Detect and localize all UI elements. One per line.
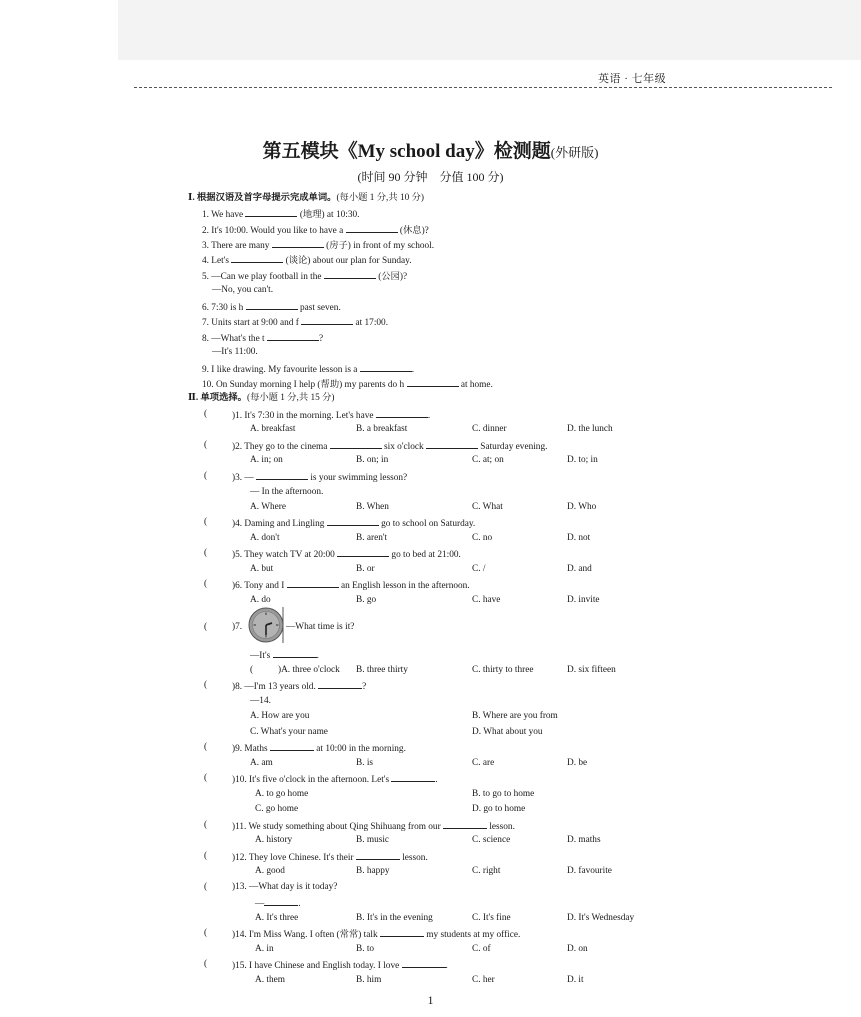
q-text: .	[427, 411, 431, 421]
s1-item-text: (谈论) about our plan for Sunday.	[285, 256, 412, 266]
s1-item-text: (休息)?	[399, 226, 429, 236]
q-text: go to bed at 21:00.	[389, 550, 461, 560]
s1-item-text: 9. I like drawing. My favourite lesson is a	[202, 365, 360, 375]
q-text: )5. They watch TV at 20:00	[232, 550, 338, 560]
s1-item-text: 1. We have	[202, 210, 246, 220]
s1-item-7	[202, 315, 388, 329]
q12-stem	[232, 850, 428, 864]
s1-item-5	[202, 269, 407, 283]
q-text: an English lesson in the afternoon.	[338, 581, 470, 591]
s1-item-9	[202, 362, 414, 376]
s1-item-text: 6. 7:30 is h	[202, 303, 246, 313]
q9-option-b[interactable]: B. is	[356, 758, 374, 768]
subject-label: 英语 · 七年级	[598, 73, 667, 85]
answer-blank[interactable]	[337, 547, 389, 557]
answer-blank[interactable]	[376, 408, 428, 418]
q8-option-a[interactable]: A. How are you	[250, 711, 310, 721]
q12-option-d[interactable]: D. favourite	[567, 866, 612, 876]
q8-option-d[interactable]: D. What about you	[472, 727, 543, 737]
q-text: )11. We study something about Qing Shihuang from our	[232, 822, 443, 832]
q9-option-a[interactable]: A. am	[250, 758, 273, 768]
answer-blank[interactable]	[267, 331, 319, 341]
s1-item-text: (地理) at 10:30.	[299, 210, 360, 220]
answer-paren[interactable]: (	[204, 517, 208, 527]
s1-item-text: (公园)?	[378, 272, 408, 282]
q13-option-d[interactable]: D. It's Wednesday	[567, 913, 635, 923]
answer-blank[interactable]	[402, 958, 446, 968]
answer-paren[interactable]: (	[204, 440, 208, 450]
q4-stem	[232, 516, 475, 530]
s1-item-text: 5. —Can we play football in the	[202, 272, 324, 282]
answer-blank[interactable]	[356, 850, 400, 860]
exam-info: (时间 90 分钟 分值 100 分)	[357, 170, 504, 184]
q-text: lesson.	[487, 822, 515, 832]
q7-option-b[interactable]: B. three thirty	[356, 665, 408, 675]
q13-option-b[interactable]: B. It's in the evening	[356, 913, 433, 923]
q2-stem	[232, 439, 547, 453]
answer-paren[interactable]: (	[204, 622, 208, 632]
q-text: .	[445, 961, 448, 971]
answer-blank[interactable]	[360, 362, 412, 372]
answer-paren[interactable]: (	[250, 665, 254, 675]
s1-item-4	[202, 253, 412, 267]
answer-blank[interactable]	[407, 377, 459, 387]
s1-item-2	[202, 223, 429, 237]
q1-stem	[232, 408, 430, 422]
q11-option-d[interactable]: D. maths	[567, 835, 601, 845]
q11-stem	[232, 819, 515, 833]
q6-option-b[interactable]: B. go	[356, 595, 377, 605]
q-text: .	[316, 651, 319, 661]
q12-option-b[interactable]: B. happy	[356, 866, 390, 876]
q11-option-b[interactable]: B. music	[356, 835, 390, 845]
q14-option-a[interactable]: A. in	[255, 944, 274, 954]
q1-option-c[interactable]: C. dinner	[472, 424, 507, 434]
q-text: —It's	[250, 651, 273, 661]
s1-item-8	[202, 331, 323, 345]
answer-blank[interactable]	[327, 516, 379, 526]
section1-note: (每小题 1 分,共 10 分)	[336, 193, 424, 203]
section2-heading	[188, 392, 335, 404]
s1-item-8-answer: —It's 11:00.	[212, 347, 258, 357]
q10-option-a[interactable]: A. to go home	[255, 789, 309, 799]
q7-answer-line	[250, 648, 319, 662]
q7-option-d[interactable]: D. six fifteen	[567, 665, 616, 675]
q2-option-b[interactable]: B. on; in	[356, 455, 389, 465]
q-text: is your swimming lesson?	[308, 473, 408, 483]
q15-option-b[interactable]: B. him	[356, 975, 382, 985]
q13-option-a[interactable]: A. It's three	[255, 913, 299, 923]
q8-answer-line: —14.	[250, 696, 271, 706]
q-text: Saturday evening.	[477, 442, 548, 452]
q5-option-b[interactable]: B. or	[356, 564, 375, 574]
q-text: )1. It's 7:30 in the morning. Let's have	[232, 411, 376, 421]
answer-blank[interactable]	[273, 648, 317, 658]
q10-option-b[interactable]: B. to go to home	[472, 789, 535, 799]
q13-stem: )13. —What day is it today?	[232, 882, 338, 892]
q5-option-d[interactable]: D. and	[567, 564, 592, 574]
answer-blank[interactable]	[391, 772, 435, 782]
q3-stem	[232, 470, 407, 484]
q-text: at 10:00 in the morning.	[313, 744, 406, 754]
q12-option-a[interactable]: A. good	[255, 866, 285, 876]
s1-item-text: 3. There are many	[202, 241, 272, 251]
answer-blank[interactable]	[426, 439, 478, 449]
q6-option-a[interactable]: A. do	[250, 595, 271, 605]
q15-option-a[interactable]: A. them	[255, 975, 285, 985]
q9-stem	[232, 741, 406, 755]
q13-option-c[interactable]: C. It's fine	[472, 913, 511, 923]
q-text: my students at my office.	[423, 930, 521, 940]
q3-option-d[interactable]: D. Who	[567, 502, 597, 512]
s1-item-text: 8. —What's the t	[202, 334, 267, 344]
q6-option-d[interactable]: D. invite	[567, 595, 600, 605]
answer-paren[interactable]: (	[204, 820, 208, 830]
answer-blank[interactable]	[264, 896, 298, 906]
q-text: )9. Maths	[232, 744, 270, 754]
answer-blank[interactable]	[324, 269, 376, 279]
answer-blank[interactable]	[380, 927, 424, 937]
section2-note: (每小题 1 分,共 15 分)	[246, 393, 335, 403]
s1-item-text: 7. Units start at 9:00 and f	[202, 318, 302, 328]
q-text: six o'clock	[381, 442, 426, 452]
q7-stem: —What time is it?	[286, 622, 355, 632]
s1-item-text: 4. Let's	[202, 256, 232, 266]
q5-option-a[interactable]: A. but	[250, 564, 274, 574]
answer-blank[interactable]	[270, 741, 314, 751]
q3-option-c[interactable]: C. What	[472, 502, 503, 512]
q-text: )15. I have Chinese and English today. I love	[232, 961, 402, 971]
s1-item-text: at home.	[460, 380, 493, 390]
title-main: 第五模块《My school day》检测题	[262, 141, 551, 162]
q-text: )4. Daming and Lingling	[232, 519, 327, 529]
q13-answer-line	[255, 896, 301, 910]
section1-heading	[188, 192, 424, 204]
q-text: )12. They love Chinese. It's their	[232, 853, 356, 863]
q5-option-c[interactable]: C. /	[472, 564, 486, 574]
q7-option-a[interactable]: )A. three o'clock	[278, 665, 340, 675]
answer-blank[interactable]	[231, 253, 283, 263]
q3-option-a[interactable]: A. Where	[250, 502, 286, 512]
answer-paren[interactable]: (	[204, 928, 208, 938]
q14-stem	[232, 927, 520, 941]
q-text: ?	[362, 682, 367, 692]
q10-option-c[interactable]: C. go home	[255, 804, 299, 814]
q-text: lesson.	[399, 853, 428, 863]
s1-item-text: at 17:00.	[355, 318, 389, 328]
q8-option-b[interactable]: B. Where are you from	[472, 711, 558, 721]
q15-stem	[232, 958, 448, 972]
q-text: .	[435, 775, 438, 785]
q-text: )2. They go to the cinema	[232, 442, 330, 452]
q11-option-c[interactable]: C. science	[472, 835, 511, 845]
answer-blank[interactable]	[330, 439, 382, 449]
clock-icon	[248, 607, 284, 643]
answer-blank[interactable]	[256, 470, 308, 480]
s1-item-5-answer: —No, you can't.	[212, 285, 274, 295]
s1-item-1	[202, 207, 359, 221]
section1-heading-text: Ⅰ. 根据汉语及首字母提示完成单词。	[188, 193, 337, 203]
q6-option-c[interactable]: C. have	[472, 595, 501, 605]
answer-blank[interactable]	[318, 679, 362, 689]
q2-option-c[interactable]: C. at; on	[472, 455, 504, 465]
q4-option-b[interactable]: B. aren't	[356, 533, 388, 543]
q4-option-a[interactable]: A. don't	[250, 533, 280, 543]
q9-option-d[interactable]: D. be	[567, 758, 588, 768]
answer-paren[interactable]: (	[204, 959, 208, 969]
q10-option-d[interactable]: D. go to home	[472, 804, 526, 814]
q-text: go to school on Saturday.	[378, 519, 476, 529]
q15-option-c[interactable]: C. her	[472, 975, 495, 985]
s1-item-text: ?	[318, 334, 324, 344]
q11-option-a[interactable]: A. history	[255, 835, 293, 845]
q15-option-d[interactable]: D. it	[567, 975, 584, 985]
q1-option-b[interactable]: B. a breakfast	[356, 424, 408, 434]
s1-item-text: (房子) in front of my school.	[326, 241, 435, 251]
q12-option-c[interactable]: C. right	[472, 866, 501, 876]
page-title	[0, 136, 861, 163]
q6-stem	[232, 578, 470, 592]
q5-stem	[232, 547, 461, 561]
answer-paren[interactable]: (	[204, 409, 208, 419]
q10-stem	[232, 772, 438, 786]
q-text: )6. Tony and I	[232, 581, 287, 591]
q3-option-b[interactable]: B. When	[356, 502, 389, 512]
header-divider	[134, 87, 832, 88]
q14-option-c[interactable]: C. of	[472, 944, 491, 954]
q14-option-d[interactable]: D. on	[567, 944, 588, 954]
q7-number: )7.	[232, 622, 243, 632]
answer-blank[interactable]	[346, 223, 398, 233]
q4-option-d[interactable]: D. not	[567, 533, 591, 543]
q7-option-c[interactable]: C. thirty to three	[472, 665, 534, 675]
s1-item-text: 2. It's 10:00. Would you like to have a	[202, 226, 346, 236]
answer-paren[interactable]: (	[204, 742, 208, 752]
answer-blank[interactable]	[287, 578, 339, 588]
section2-heading-text: Ⅱ. 单项选择。	[188, 393, 247, 403]
q-text: )3. —	[232, 473, 257, 483]
s1-item-6	[202, 300, 341, 314]
answer-paren[interactable]: (	[204, 680, 208, 690]
q2-option-a[interactable]: A. in; on	[250, 455, 283, 465]
q14-option-b[interactable]: B. to	[356, 944, 375, 954]
q-text: )14. I'm Miss Wang. I often (常常) talk	[232, 930, 380, 940]
answer-paren[interactable]: (	[204, 548, 208, 558]
s1-item-10	[202, 377, 493, 391]
q8-stem	[232, 679, 366, 693]
answer-blank[interactable]	[301, 315, 353, 325]
s1-item-text: 10. On Sunday morning I help (帮助) my parents do h	[202, 380, 407, 390]
answer-paren[interactable]: (	[204, 882, 208, 892]
s1-item-3	[202, 238, 434, 252]
answer-blank[interactable]	[272, 238, 324, 248]
answer-paren[interactable]: (	[204, 471, 208, 481]
s1-item-text: past seven.	[299, 303, 341, 313]
q1-option-d[interactable]: D. the lunch	[567, 424, 613, 434]
q-text: )10. It's five o'clock in the afternoon. Let's	[232, 775, 392, 785]
answer-paren[interactable]: (	[204, 773, 208, 783]
header-band	[118, 0, 861, 60]
q8-option-c[interactable]: C. What's your name	[250, 727, 328, 737]
q3-answer-line: — In the afternoon.	[250, 487, 324, 497]
page-number: 1	[427, 993, 434, 1007]
answer-blank[interactable]	[443, 819, 487, 829]
q-text: —	[255, 899, 265, 909]
answer-blank[interactable]	[245, 207, 297, 217]
q-text: )8. —I'm 13 years old.	[232, 682, 319, 692]
s1-item-text: .	[411, 365, 415, 375]
answer-blank[interactable]	[246, 300, 298, 310]
title-edition: (外研版)	[550, 145, 599, 160]
q9-option-c[interactable]: C. are	[472, 758, 495, 768]
q4-option-c[interactable]: C. no	[472, 533, 493, 543]
q2-option-d[interactable]: D. to; in	[567, 455, 598, 465]
q-text: .	[298, 899, 301, 909]
q1-option-a[interactable]: A. breakfast	[250, 424, 296, 434]
answer-paren[interactable]: (	[204, 579, 208, 589]
answer-paren[interactable]: (	[204, 851, 208, 861]
